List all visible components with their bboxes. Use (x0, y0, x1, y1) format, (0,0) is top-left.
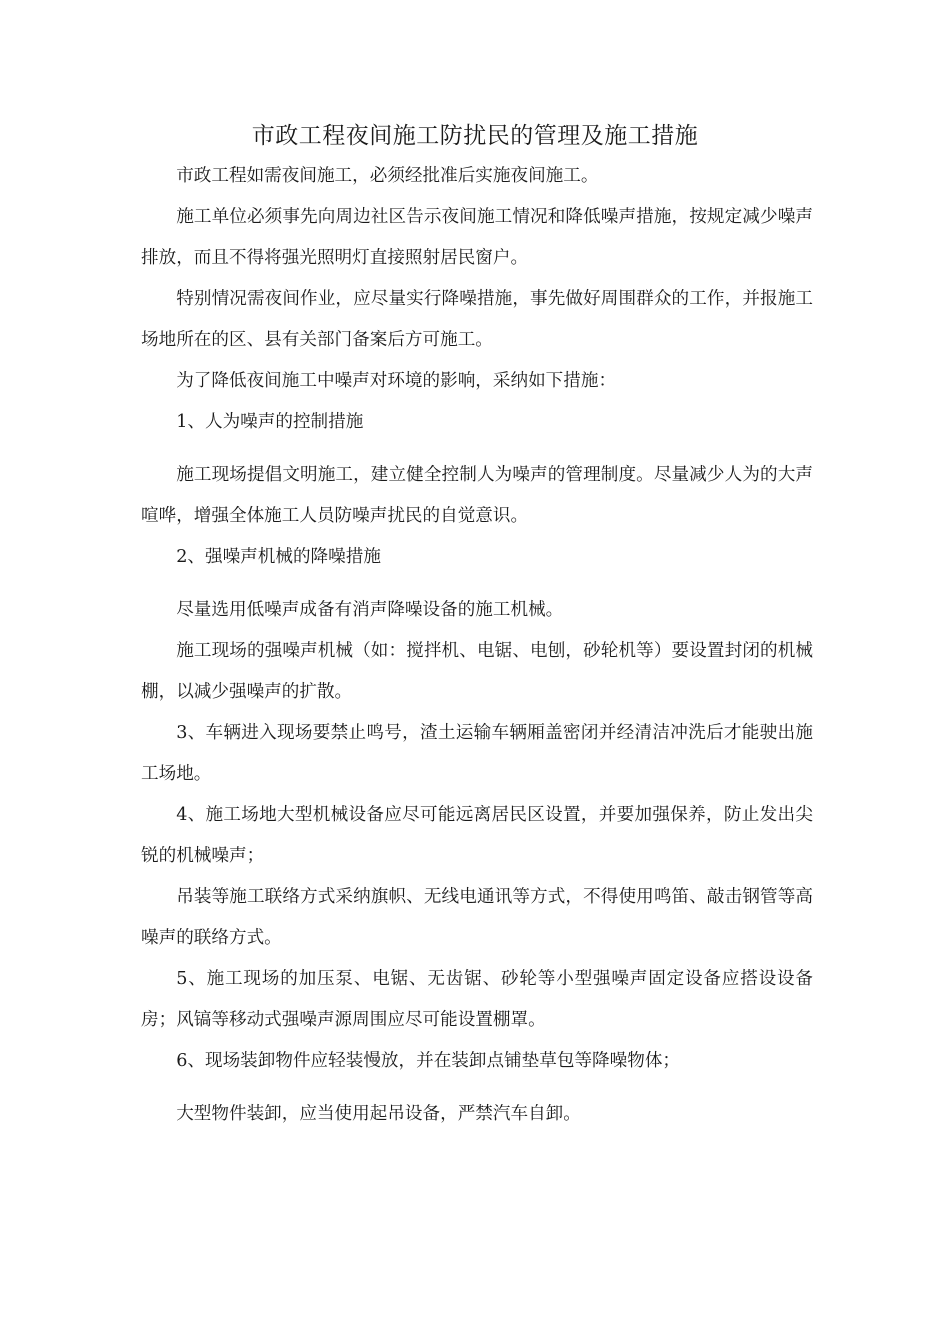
section-item-3: 3、车辆进入现场要禁止鸣号，渣土运输车辆厢盖密闭并经清洁冲洗后才能驶出施工场地。 (141, 723, 813, 784)
paragraph-5: 施工现场提倡文明施工，建立健全控制人为噪声的管理制度。尽量减少人为的大声喧哗，增强全体施工人员防噪声扰民的自觉意识。 (141, 465, 813, 526)
paragraph-2: 施工单位必须事先向周边社区告示夜间施工情况和降低噪声措施，按规定减少噪声排放，而且不得将强光照明灯直接照射居民窗户。 (141, 207, 813, 268)
section-heading-2: 2、强噪声机械的降噪措施 (176, 547, 381, 567)
document-title: 市政工程夜间施工防扰民的管理及施工措施 (251, 123, 699, 149)
section-item-4: 4、施工场地大型机械设备应尽可能远离居民区设置，并要加强保养，防止发出尖锐的机械噪声； (141, 805, 813, 866)
paragraph-1: 市政工程如需夜间施工，必须经批准后实施夜间施工。 (176, 166, 599, 186)
section-heading-1: 1、人为噪声的控制措施 (176, 412, 364, 432)
paragraph-8: 吊装等施工联络方式采纳旗帜、无线电通讯等方式，不得使用鸣笛、敲击钢管等高噪声的联络方式。 (141, 887, 813, 948)
document-body (141, 156, 813, 1135)
paragraph-6: 尽量选用低噪声成备有消声降噪设备的施工机械。 (176, 600, 564, 620)
paragraph-9: 大型物件装卸，应当使用起吊设备，严禁汽车自卸。 (176, 1104, 581, 1124)
paragraph-7: 施工现场的强噪声机械（如：搅拌机、电锯、电刨，砂轮机等）要设置封闭的机械棚，以减少强噪声的扩散。 (141, 641, 813, 702)
paragraph-3: 特别情况需夜间作业，应尽量实行降噪措施，事先做好周围群众的工作，并报施工场地所在的区、县有关部门备案后方可施工。 (141, 289, 813, 350)
section-item-5: 5、施工现场的加压泵、电锯、无齿锯、砂轮等小型强噪声固定设备应搭设设备房；风镐等移动式强噪声源周围应尽可能设置棚罩。 (141, 969, 813, 1030)
section-item-6: 6、现场装卸物件应轻装慢放，并在装卸点铺垫草包等降噪物体； (176, 1051, 681, 1071)
paragraph-4: 为了降低夜间施工中噪声对环境的影响，采纳如下措施： (176, 371, 617, 391)
